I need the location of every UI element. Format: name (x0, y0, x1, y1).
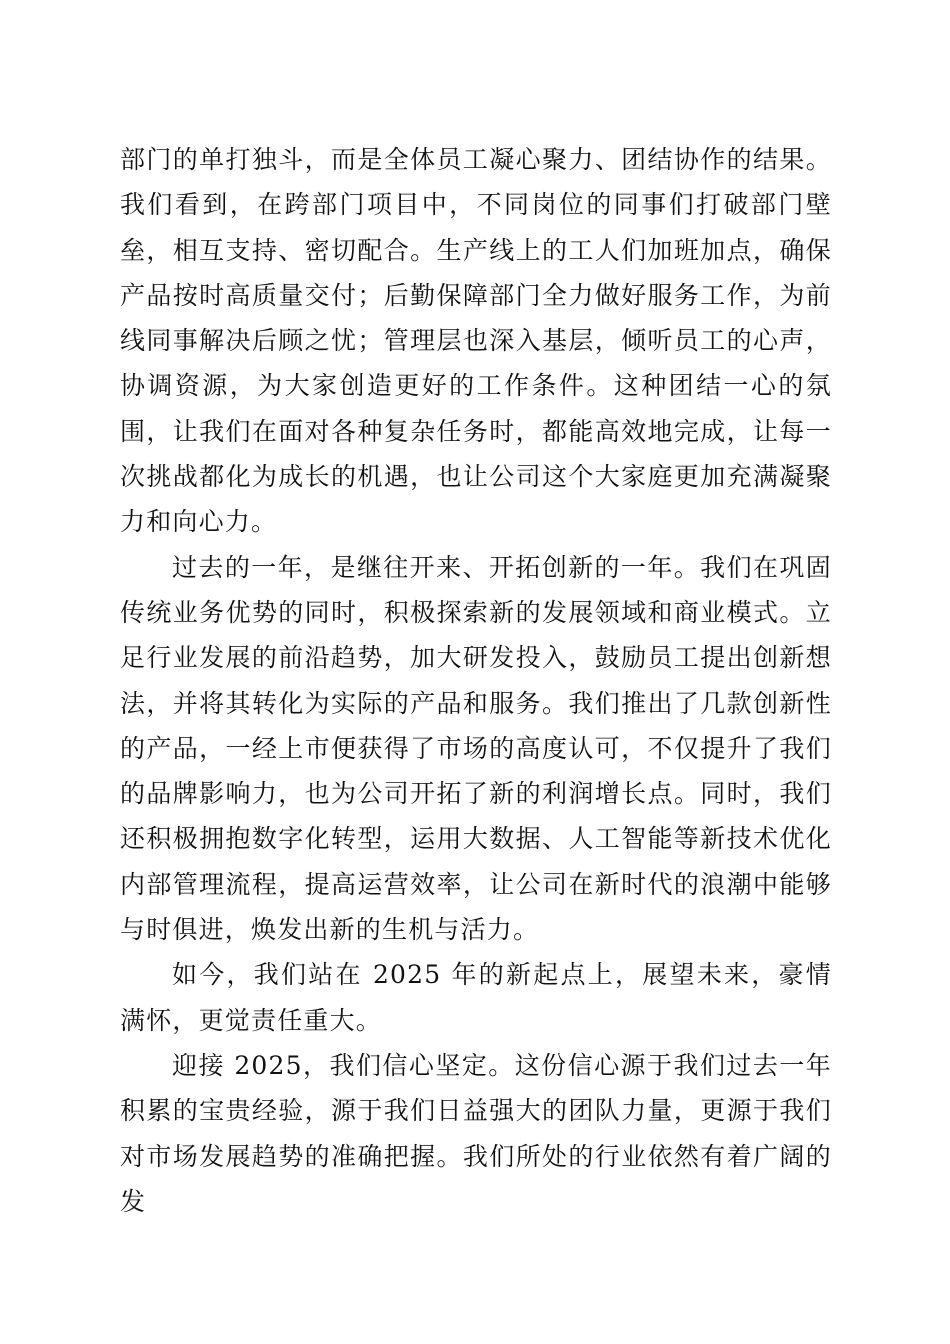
paragraph-4: 迎接 2025，我们信心坚定。这份信心源于我们过去一年积累的宝贵经验，源于我们日益强大的团队力量，更源于我们对市场发展趋势的准确把握。我们所处的行业依然有着广阔的发 (120, 1050, 832, 1216)
paragraph-2: 过去的一年，是继往开来、开拓创新的一年。我们在巩固传统业务优势的同时，积极探索新的发展领域和商业模式。立足行业发展的前沿趋势，加大研发投入，鼓励员工提出创新想法，并将其转化为实际的产品和服务。我们推出了几款创新性的产品，一经上市便获得了市场的高度认可，不仅提升了我们的品牌影响力，也为公司开拓了新的利润增长点。同时，我们还积极拥抱数字化转型，运用大数据、人工智能等新技术优化内部管理流程，提高运营效率，让公司在新时代的浪潮中能够与时俱进，焕发出新的生机与活力。 (120, 552, 832, 945)
paragraph-3: 如今，我们站在 2025 年的新起点上，展望未来，豪情满怀，更觉责任重大。 (120, 960, 832, 1035)
document-body (120, 137, 832, 1224)
paragraph-1: 部门的单打独斗，而是全体员工凝心聚力、团结协作的结果。我们看到，在跨部门项目中，不同岗位的同事们打破部门壁垒，相互支持、密切配合。生产线上的工人们加班加点，确保产品按时高质量交付；后勤保障部门全力做好服务工作，为前线同事解决后顾之忧；管理层也深入基层，倾听员工的心声，协调资源，为大家创造更好的工作条件。这种团结一心的氛围，让我们在面对各种复杂任务时，都能高效地完成，让每一次挑战都化为成长的机遇，也让公司这个大家庭更加充满凝聚力和向心力。 (120, 145, 832, 537)
